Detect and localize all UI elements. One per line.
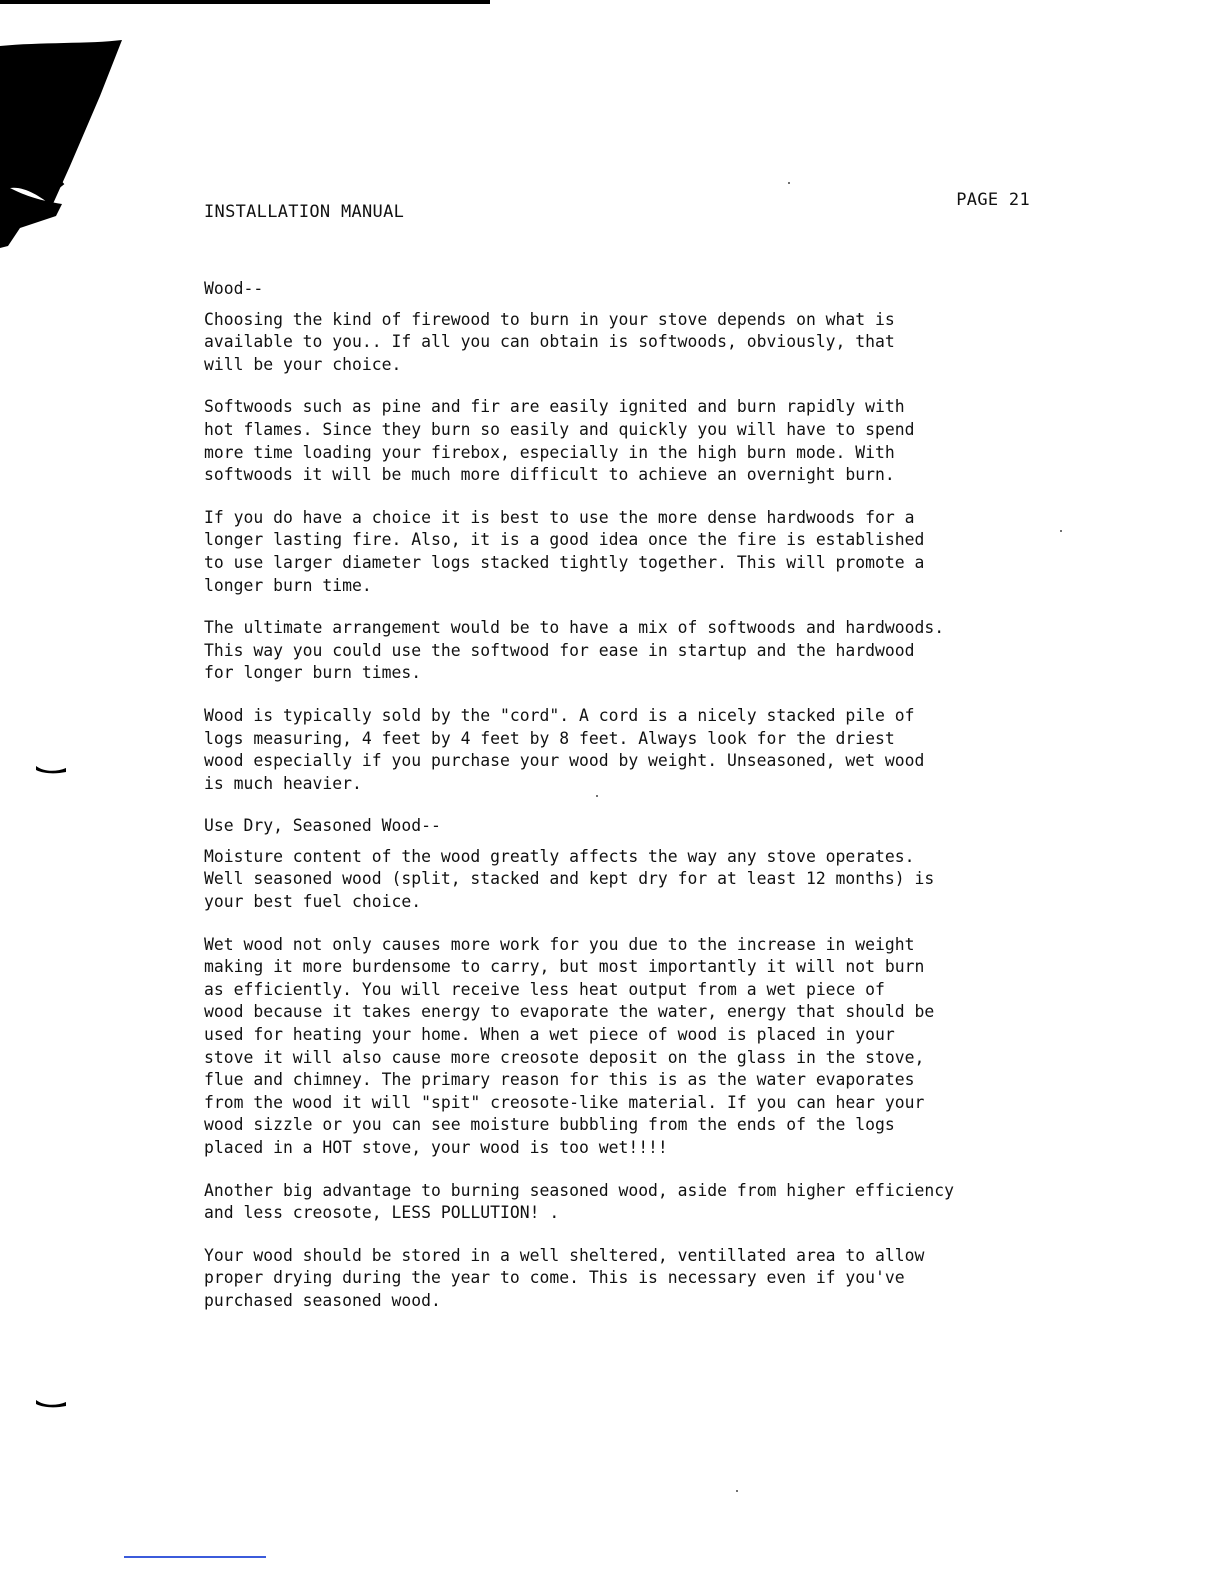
document-body xyxy=(204,278,1066,1333)
manual-title: INSTALLATION MANUAL xyxy=(204,202,405,222)
paragraph: Softwoods such as pine and fir are easily ignited and burn rapidly with hot flames. Since they burn so easily and quickly you will have to spend more time loading your firebox, especially in the high burn mode. With softwoods it will be much more difficult to achieve an overnight burn. xyxy=(204,397,915,485)
paragraph: If you do have a choice it is best to use the more dense hardwoods for a longer lasting fire. Also, it is a good idea once the fire is established to use larger diameter logs stacked tightly together. This will promote a longer burn time. xyxy=(204,507,925,595)
page-header xyxy=(204,190,1030,228)
page-number: PAGE 21 xyxy=(956,190,1030,210)
binder-hole-mark xyxy=(36,764,66,774)
paragraph: Wood is typically sold by the "cord". A cord is a nicely stacked pile of logs measuring, 4 feet by 4 feet by 8 feet. Always look for the driest wood especially if you purchase your wood by weight. Unseasoned, wet wood is much heavier. xyxy=(204,705,925,793)
scan-speck xyxy=(788,182,790,184)
section-heading-wood: Wood-- xyxy=(204,279,264,298)
paragraph: Your wood should be stored in a well sheltered, ventillated area to allow proper drying during the year to come. This is necessary even if you've purchased seasoned wood. xyxy=(204,1245,925,1310)
paragraph: Another big advantage to burning seasoned wood, aside from higher efficiency and less creosote, LESS POLLUTION! . xyxy=(204,1180,954,1223)
scan-speck xyxy=(736,1490,738,1492)
paragraph: Choosing the kind of firewood to burn in your stove depends on what is available to you.. If all you can obtain is softwoods, obviously, that will be your choice. xyxy=(204,309,895,374)
paragraph: Wet wood not only causes more work for you due to the increase in weight making it more burdensome to carry, but most importantly it will not burn as efficiently. You will receive less heat output from a wet piece of wood because it takes energy to evaporate the water, energy that should be used for heating your home. When a wet piece of wood is placed in your stove it will also cause more creosote deposit on the glass in the stove, flue and chimney. The primary reason for this is as the water evaporates from the wood it will "spit" creosote-like material. If you can hear your wood sizzle or you can see moisture bubbling from the ends of the logs placed in a HOT stove, your wood is too wet!!!! xyxy=(204,934,935,1157)
scan-top-edge xyxy=(0,0,490,4)
footer-rule xyxy=(124,1556,266,1558)
paragraph: The ultimate arrangement would be to have a mix of softwoods and hardwoods. This way you could use the softwood for ease in startup and the hardwood for longer burn times. xyxy=(204,618,945,683)
binder-hole-mark xyxy=(36,1398,66,1408)
section-heading-dry-wood: Use Dry, Seasoned Wood-- xyxy=(204,816,441,836)
scan-corner-mark xyxy=(0,36,130,256)
paragraph: Moisture content of the wood greatly affects the way any stove operates. Well seasoned wood (split, stacked and kept dry for at least 12 months) is your best fuel choice. xyxy=(204,846,935,912)
